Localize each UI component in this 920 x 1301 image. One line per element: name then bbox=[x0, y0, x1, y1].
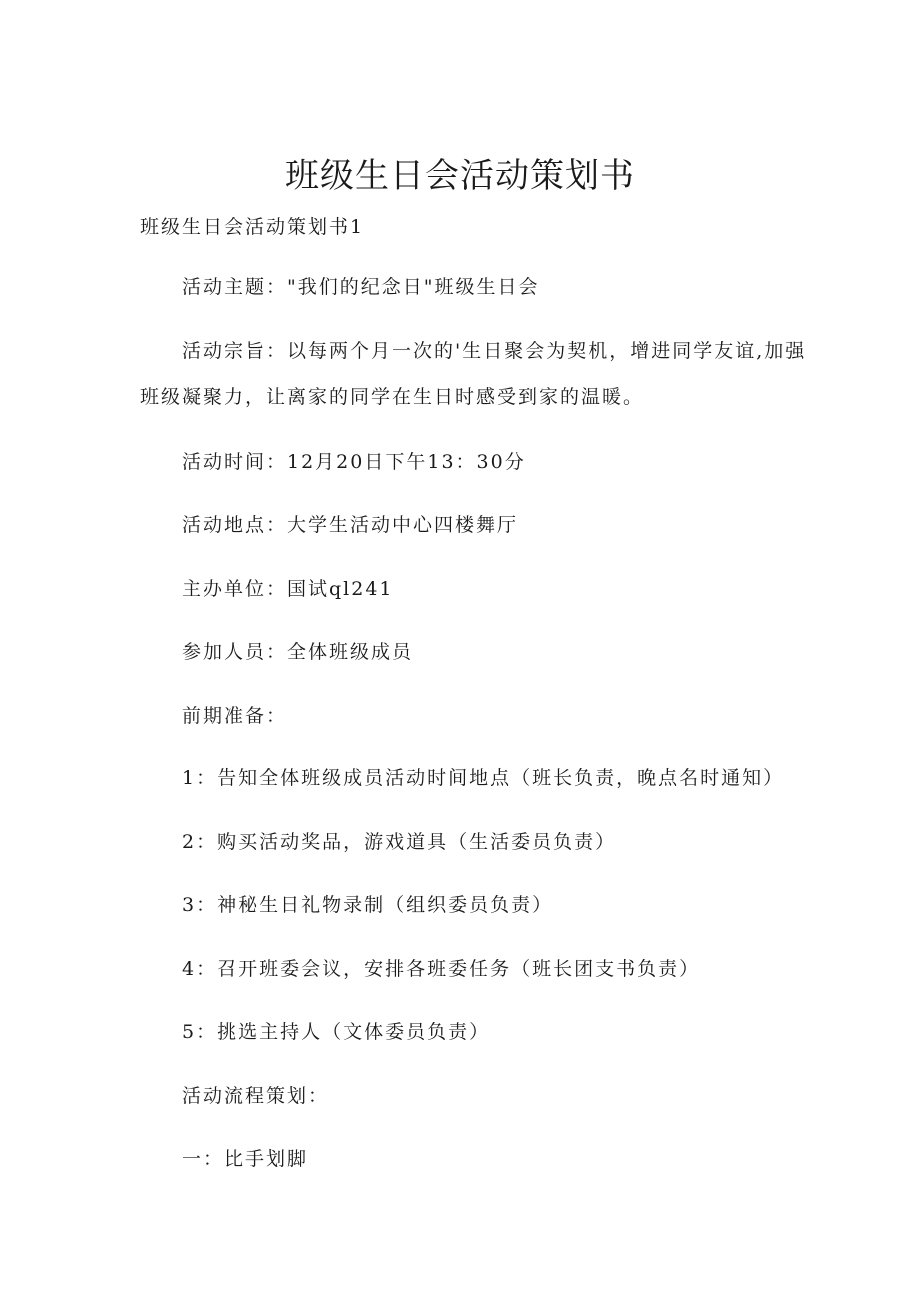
section-subtitle: 班级生日会活动策划书1 bbox=[140, 216, 365, 238]
prep-item: 3：神秘生日礼物录制（组织委员负责） bbox=[182, 894, 554, 916]
prep-item: 2：购买活动奖品，游戏道具（生活委员负责） bbox=[182, 831, 617, 853]
prep-heading: 前期准备： bbox=[182, 705, 288, 727]
activity-time: 活动时间：12月20日下午13：30分 bbox=[182, 451, 526, 473]
activity-theme: 活动主题："我们的纪念日"班级生日会 bbox=[182, 276, 540, 298]
activity-participants: 参加人员：全体班级成员 bbox=[182, 641, 414, 663]
prep-item: 5：挑选主持人（文体委员负责） bbox=[182, 1021, 491, 1043]
activity-location: 活动地点：大学生活动中心四楼舞厅 bbox=[182, 514, 519, 536]
activity-organizer: 主办单位：国试ql241 bbox=[182, 578, 394, 600]
activity-purpose-line1: 活动宗旨：以每两个月一次的'生日聚会为契机，增进同学友谊,加强 bbox=[182, 340, 807, 362]
flow-heading: 活动流程策划： bbox=[182, 1085, 330, 1107]
flow-item: 一：比手划脚 bbox=[182, 1148, 309, 1170]
activity-purpose-line2: 班级凝聚力，让离家的同学在生日时感受到家的温暖。 bbox=[140, 386, 645, 408]
prep-item: 1：告知全体班级成员活动时间地点（班长负责，晚点名时通知） bbox=[182, 767, 785, 789]
document-title: 班级生日会活动策划书 bbox=[285, 156, 635, 196]
prep-item: 4：召开班委会议，安排各班委任务（班长团支书负责） bbox=[182, 958, 701, 980]
